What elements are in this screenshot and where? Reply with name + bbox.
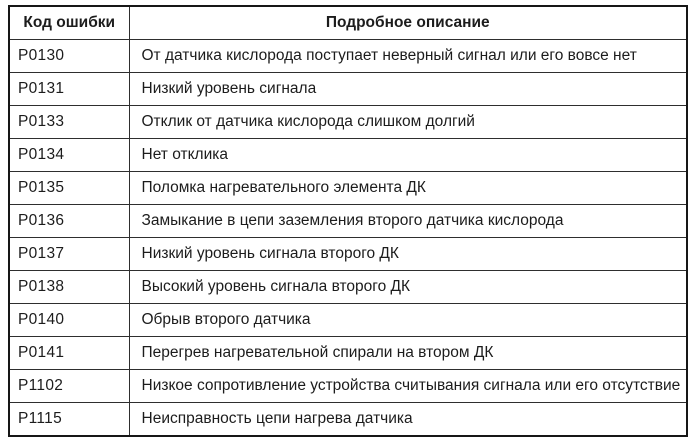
error-code-table xyxy=(8,5,688,437)
table-row xyxy=(9,337,687,370)
table-row xyxy=(9,304,687,337)
error-code-cell: P0131 xyxy=(9,73,129,106)
error-code-cell: P0135 xyxy=(9,172,129,205)
column-header-code: Код ошибки xyxy=(9,6,129,40)
header-row xyxy=(9,6,687,40)
table-row xyxy=(9,139,687,172)
column-header-description: Подробное описание xyxy=(129,6,687,40)
error-code-cell: P0134 xyxy=(9,139,129,172)
error-code-cell: P0133 xyxy=(9,106,129,139)
table-row xyxy=(9,271,687,304)
error-description-cell: Поломка нагревательного элемента ДК xyxy=(129,172,687,205)
error-description-cell: Перегрев нагревательной спирали на втором ДК xyxy=(129,337,687,370)
table-row xyxy=(9,40,687,73)
error-code-cell: P0140 xyxy=(9,304,129,337)
table-row xyxy=(9,403,687,437)
error-code-cell: P1115 xyxy=(9,403,129,437)
error-description-cell: От датчика кислорода поступает неверный сигнал или его вовсе нет xyxy=(129,40,687,73)
error-code-cell: P0136 xyxy=(9,205,129,238)
table-row xyxy=(9,205,687,238)
error-description-cell: Низкий уровень сигнала xyxy=(129,73,687,106)
table-row xyxy=(9,73,687,106)
error-description-cell: Обрыв второго датчика xyxy=(129,304,687,337)
error-description-cell: Низкое сопротивление устройства считывания сигнала или его отсутствие xyxy=(129,370,687,403)
error-description-cell: Высокий уровень сигнала второго ДК xyxy=(129,271,687,304)
error-description-cell: Замыкание в цепи заземления второго датчика кислорода xyxy=(129,205,687,238)
error-code-cell: P1102 xyxy=(9,370,129,403)
table-header xyxy=(9,6,687,40)
error-description-cell: Отклик от датчика кислорода слишком долгий xyxy=(129,106,687,139)
error-description-cell: Нет отклика xyxy=(129,139,687,172)
error-code-cell: P0141 xyxy=(9,337,129,370)
error-description-cell: Неисправность цепи нагрева датчика xyxy=(129,403,687,437)
table-row xyxy=(9,238,687,271)
error-code-cell: P0130 xyxy=(9,40,129,73)
table-body xyxy=(9,40,687,437)
table-row xyxy=(9,106,687,139)
error-code-cell: P0138 xyxy=(9,271,129,304)
table-row xyxy=(9,172,687,205)
error-code-cell: P0137 xyxy=(9,238,129,271)
error-description-cell: Низкий уровень сигнала второго ДК xyxy=(129,238,687,271)
table-row xyxy=(9,370,687,403)
